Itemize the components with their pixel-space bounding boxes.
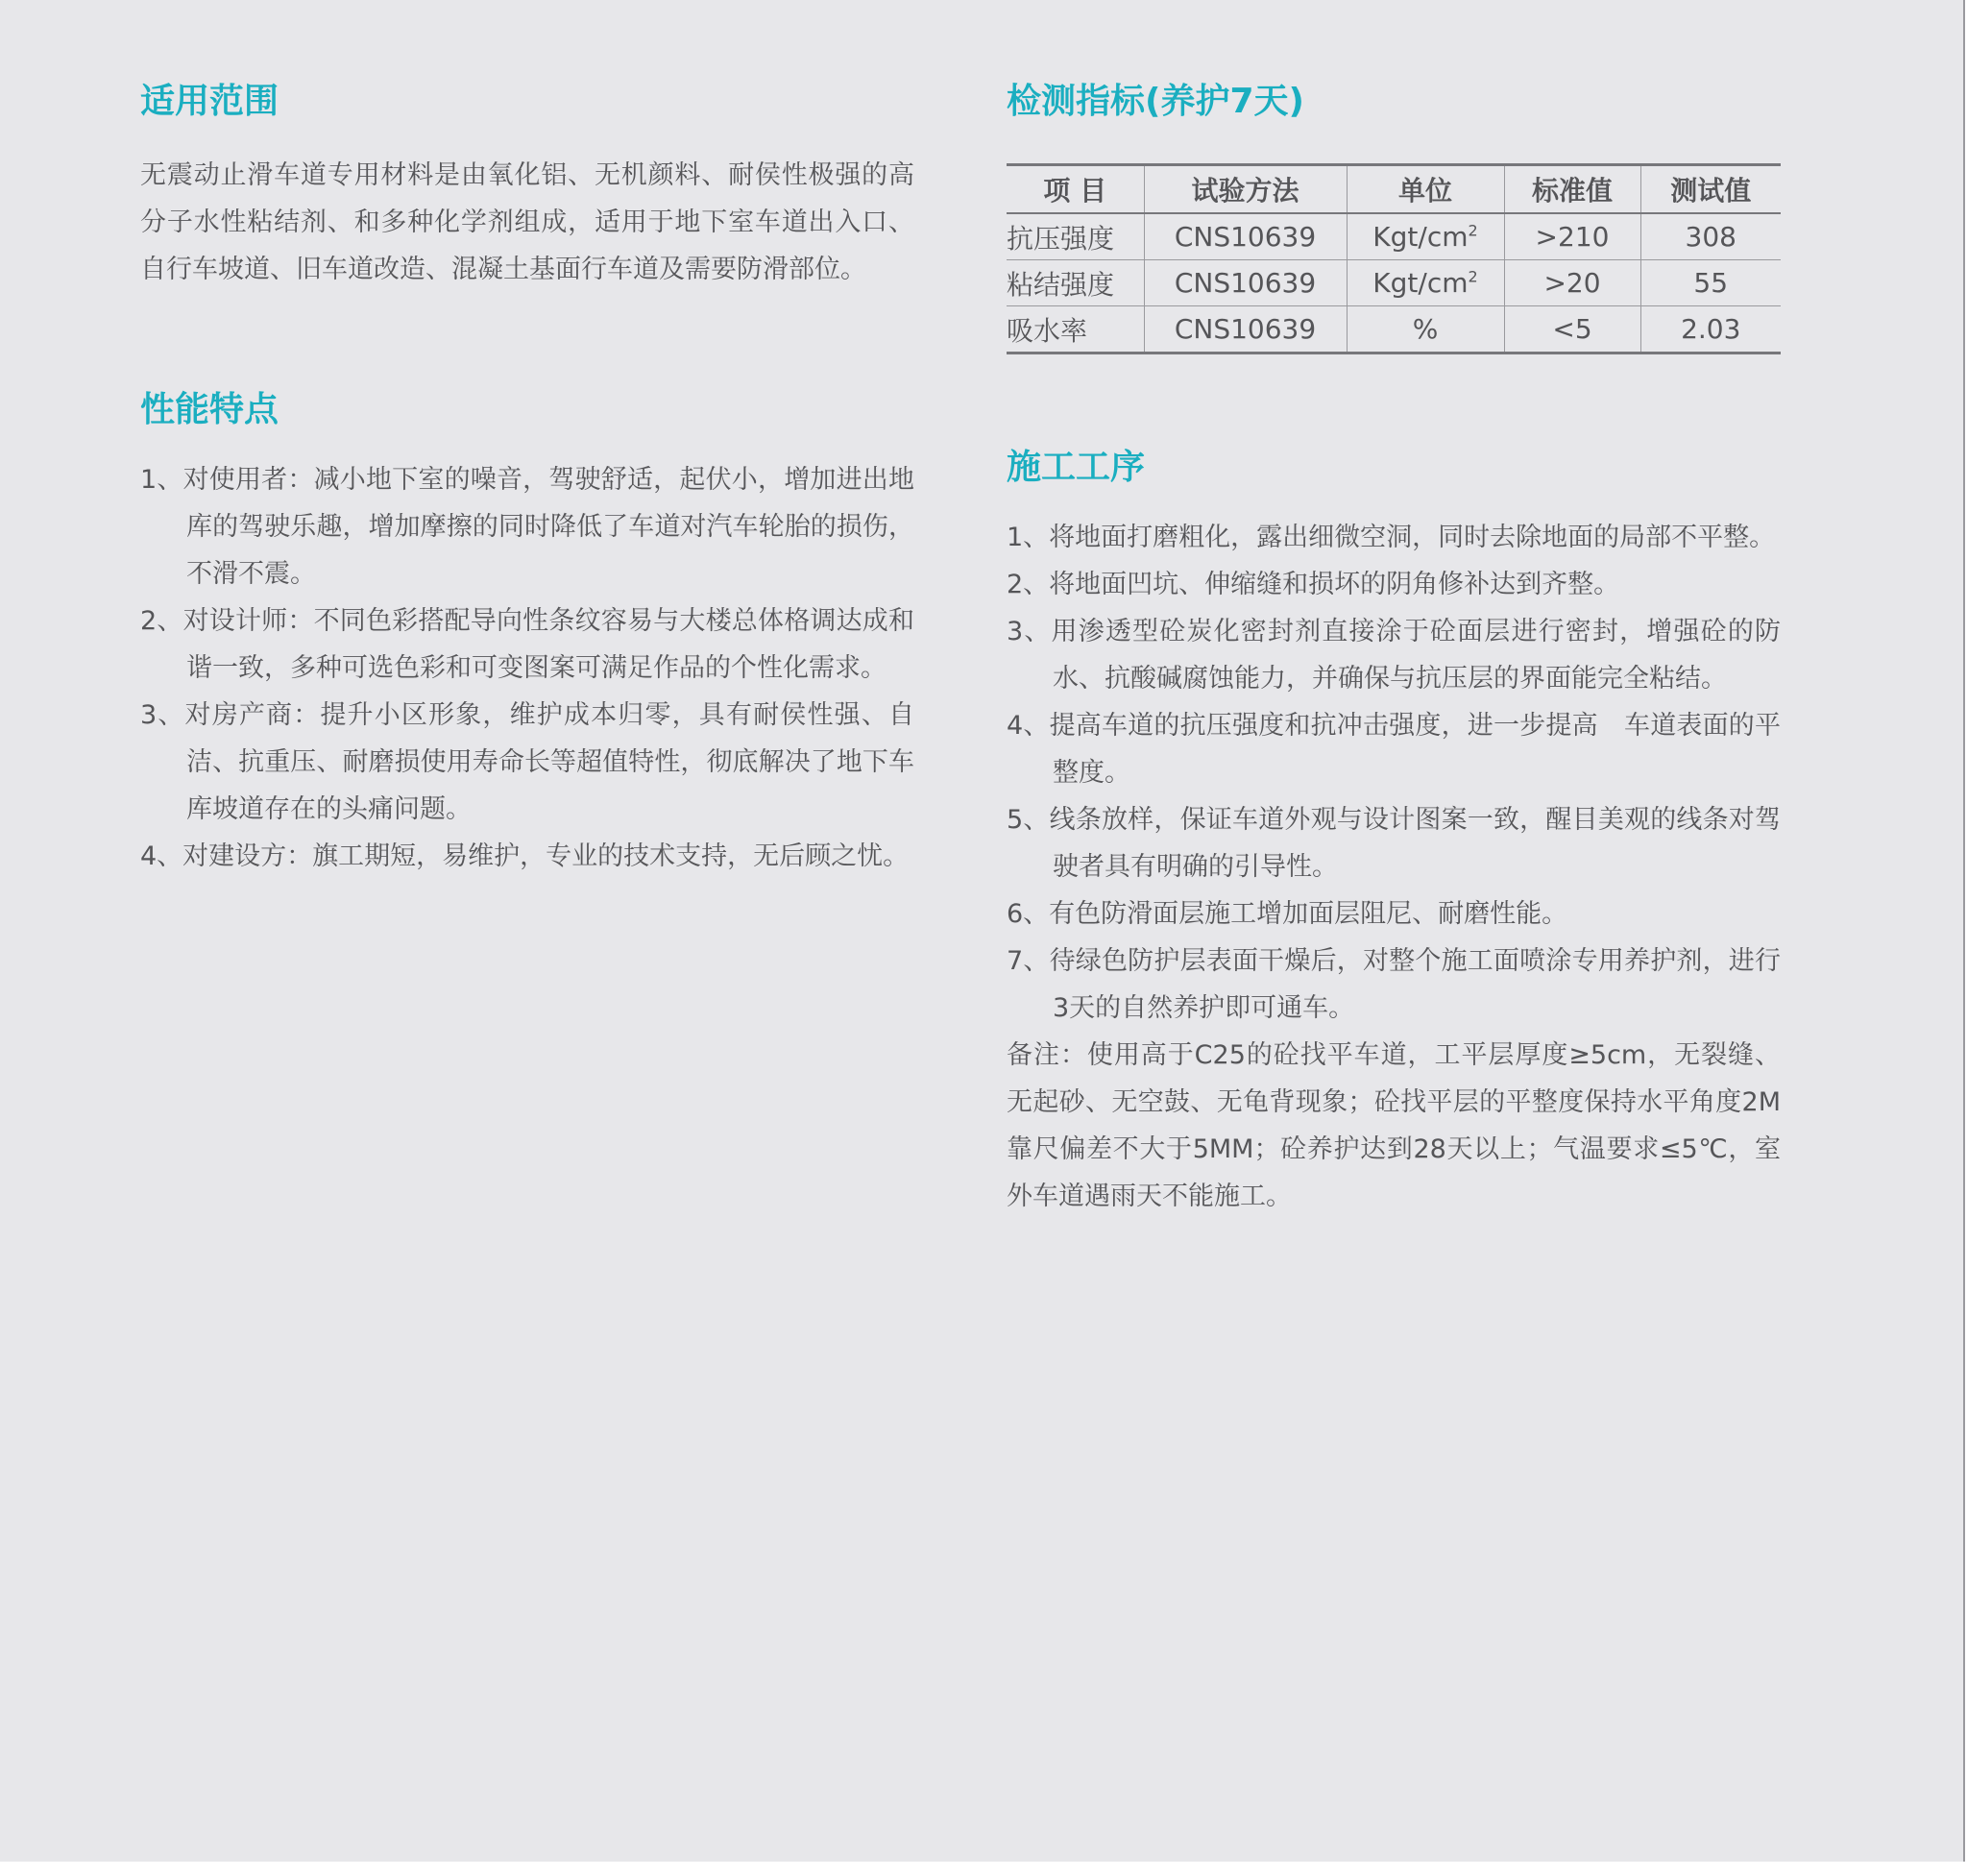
table-row [1007,306,1781,353]
process-step: 5、线条放样，保证车道外观与设计图案一致，醒目美观的线条对驾驶者具有明确的引导性。 [1007,805,1781,882]
features-heading: 性能特点 [140,390,279,429]
header-test: 测试值 [1640,165,1781,214]
cell-unit: % [1347,306,1504,353]
cell-unit: Kgt/$cm^2$ [1347,260,1504,306]
process-list [1007,514,1781,1032]
right-column [1007,75,1781,1220]
table-row [1007,213,1781,260]
left-column [140,75,914,880]
indicators-heading: 检测指标(养护7天) [1007,82,1304,121]
cell-standard: <5 [1504,306,1640,353]
cell-item: 吸水率 [1007,306,1144,353]
features-item: 3、对房产商：提升小区形象，维护成本归零，具有耐侯性强、自洁、抗重压、耐磨损使用寿命长等超值特性，彻底解决了地下车库坡道存在的头痛问题。 [140,700,914,824]
features-item: 1、对使用者：减小地下室的噪音，驾驶舒适，起伏小，增加进出地库的驾驶乐趣，增加摩擦的同时降低了车道对汽车轮胎的损伤，不滑不震。 [140,465,914,589]
process-step: 2、将地面凹坑、伸缩缝和损坏的阴角修补达到齐整。 [1007,570,1620,599]
header-standard: 标准值 [1504,165,1640,214]
process-note: 备注：使用高于C25的砼找平车道，工平层厚度≥5cm，无裂缝、无起砂、无空鼓、无龟背现象；砼找平层的平整度保持水平角度2M靠尺偏差不大于5MM；砼养护达到28天以上；气温要求≤5℃，室外车道遇雨天不能施工。 [1007,1040,1781,1211]
cell-item: 粘结强度 [1007,260,1144,306]
header-unit: 单位 [1347,165,1504,214]
process-heading: 施工工序 [1007,448,1146,487]
features-item: 4、对建设方：旗工期短，易维护，专业的技术支持，无后顾之忧。 [140,841,910,871]
process-step: 7、待绿色防护层表面干燥后，对整个施工面喷涂专用养护剂，进行3天的自然养护即可通车。 [1007,946,1781,1023]
cell-method: CNS10639 [1144,306,1347,353]
features-item: 2、对设计师：不同色彩搭配导向性条纹容易与大楼总体格调达成和谐一致，多种可选色彩和可变图案可满足作品的个性化需求。 [140,606,914,683]
cell-unit: Kgt/$cm^2$ [1347,213,1504,260]
scope-paragraph: 无震动止滑车道专用材料是由氧化铝、无机颜料、耐侯性极强的高分子水性粘结剂、和多种化学剂组成，适用于地下室车道出入口、自行车坡道、旧车道改造、混凝土基面行车道及需要防滑部位。 [140,160,914,284]
indicators-table [1007,163,1781,354]
process-step: 3、用渗透型砼炭化密封剂直接涂于砼面层进行密封，增强砼的防水、抗酸碱腐蚀能力，并确保与抗压层的界面能完全粘结。 [1007,617,1781,694]
header-method: 试验方法 [1144,165,1347,214]
header-item: 项 目 [1007,165,1144,214]
cell-test: 55 [1640,260,1781,306]
cell-method: CNS10639 [1144,213,1347,260]
table-row [1007,260,1781,306]
features-list [140,456,914,880]
table-header-row [1007,165,1781,214]
cell-method: CNS10639 [1144,260,1347,306]
process-step: 6、有色防滑面层施工增加面层阻尼、耐磨性能。 [1007,899,1568,929]
cell-standard: >20 [1504,260,1640,306]
process-step: 1、将地面打磨粗化，露出细微空洞，同时去除地面的局部不平整。 [1007,523,1776,552]
page-edge-divider [1963,0,1965,1862]
cell-test: 2.03 [1640,306,1781,353]
process-step: 4、提高车道的抗压强度和抗冲击强度，进一步提高 车道表面的平整度。 [1007,711,1781,788]
cell-standard: >210 [1504,213,1640,260]
scope-heading: 适用范围 [140,82,279,121]
cell-item: 抗压强度 [1007,213,1144,260]
cell-test: 308 [1640,213,1781,260]
